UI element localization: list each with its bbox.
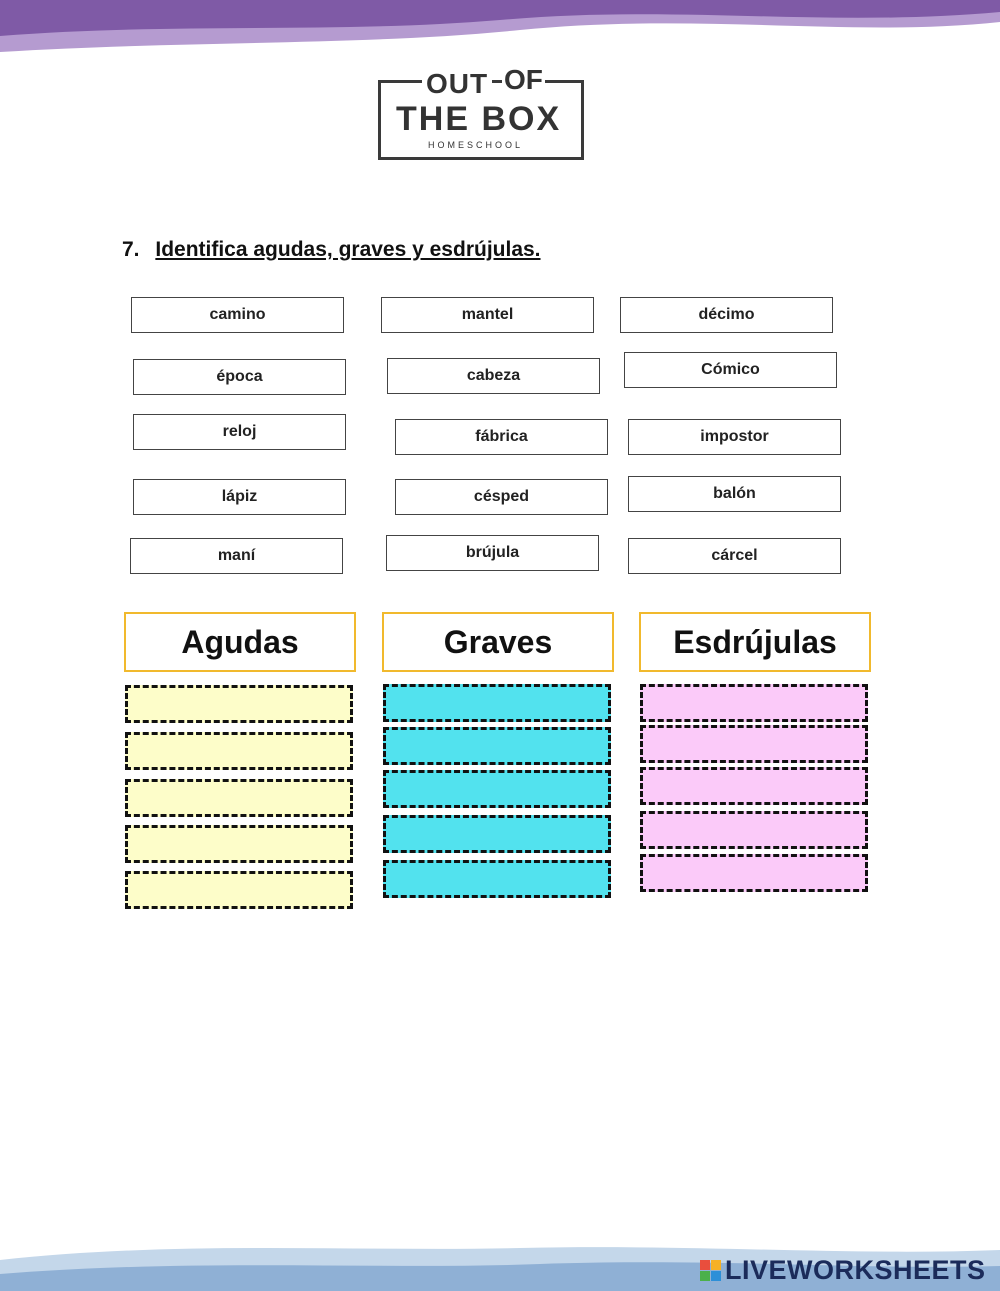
logo-subtitle: HOMESCHOOL <box>428 140 524 150</box>
drop-slot-graves[interactable] <box>383 727 611 765</box>
liveworksheets-logo-icon <box>700 1260 721 1281</box>
word-card[interactable]: décimo <box>620 297 833 333</box>
category-title-graves: Graves <box>382 612 614 672</box>
question-text: Identifica agudas, graves y esdrújulas. <box>155 238 541 261</box>
word-card[interactable]: mantel <box>381 297 594 333</box>
word-card[interactable]: cárcel <box>628 538 841 574</box>
category-title-agudas: Agudas <box>124 612 356 672</box>
logo-word-of: OF <box>504 64 543 95</box>
word-card[interactable]: cabeza <box>387 358 600 394</box>
drop-slot-esdrujulas[interactable] <box>640 854 868 892</box>
header-wave <box>0 0 1000 60</box>
word-card[interactable]: reloj <box>133 414 346 450</box>
word-card[interactable]: fábrica <box>395 419 608 455</box>
drop-slot-graves[interactable] <box>383 770 611 808</box>
word-card[interactable]: Cómico <box>624 352 837 388</box>
logo-word-the-box: THE BOX <box>396 100 562 138</box>
word-card[interactable]: césped <box>395 479 608 515</box>
liveworksheets-wordmark: LIVEWORKSHEETS <box>725 1254 986 1285</box>
word-card[interactable]: época <box>133 359 346 395</box>
drop-slot-esdrujulas[interactable] <box>640 684 868 722</box>
drop-slot-esdrujulas[interactable] <box>640 767 868 805</box>
word-card[interactable]: camino <box>131 297 344 333</box>
drop-slot-agudas[interactable] <box>125 732 353 770</box>
drop-slot-graves[interactable] <box>383 860 611 898</box>
word-card[interactable]: brújula <box>386 535 599 571</box>
drop-slot-agudas[interactable] <box>125 779 353 817</box>
question-heading <box>122 238 541 262</box>
drop-slot-agudas[interactable] <box>125 825 353 863</box>
drop-slot-esdrujulas[interactable] <box>640 725 868 763</box>
out-of-the-box-logo <box>378 62 588 166</box>
logo-word-out: OUT <box>422 68 492 100</box>
drop-slot-graves[interactable] <box>383 815 611 853</box>
drop-slot-graves[interactable] <box>383 684 611 722</box>
category-title-esdrujulas: Esdrújulas <box>639 612 871 672</box>
drop-slot-agudas[interactable] <box>125 871 353 909</box>
drop-slot-agudas[interactable] <box>125 685 353 723</box>
question-number: 7. <box>122 238 140 261</box>
word-card[interactable]: maní <box>130 538 343 574</box>
word-card[interactable]: balón <box>628 476 841 512</box>
word-card[interactable]: impostor <box>628 419 841 455</box>
word-card[interactable]: lápiz <box>133 479 346 515</box>
liveworksheets-brand <box>700 1255 986 1285</box>
drop-slot-esdrujulas[interactable] <box>640 811 868 849</box>
